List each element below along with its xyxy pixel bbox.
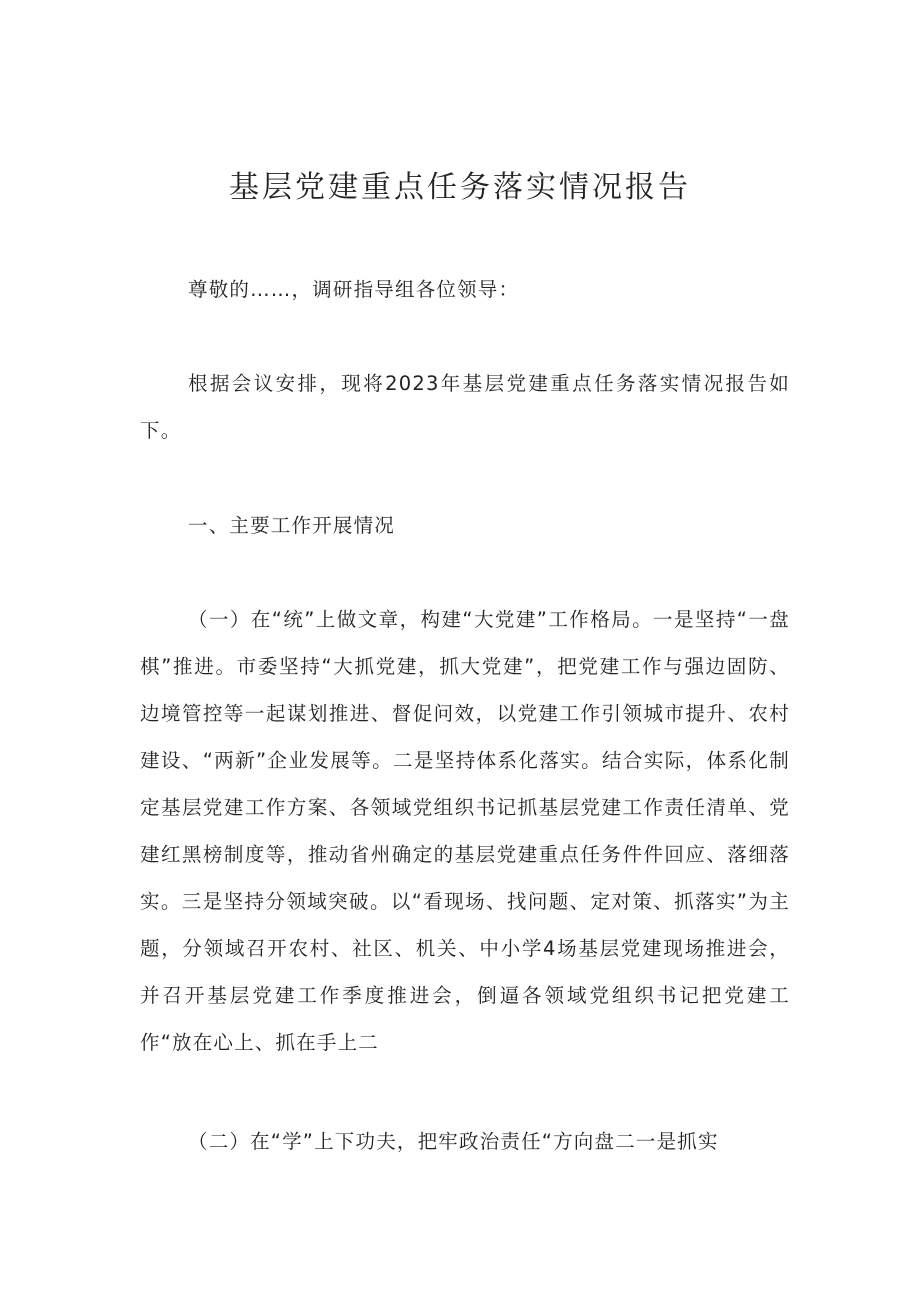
salutation-line: 尊敬的……，调研指导组各位领导： xyxy=(188,278,520,301)
body-paragraph-2: （二）在“学”上下功夫，把牢政治责任“方向盘二一是抓实 xyxy=(188,1130,719,1153)
intro-paragraph: 根据会议安排，现将2023年基层党建重点任务落实情况报告如下。 xyxy=(140,372,790,442)
section-heading-1: 一、主要工作开展情况 xyxy=(188,514,396,537)
document-title: 基层党建重点任务落实情况报告 xyxy=(229,170,691,206)
body-paragraph-1: （一）在“统”上做文章，构建“大党建”工作格局。一是坚持“一盘棋”推进。市委坚持“大抓党建，抓大党建”，把党建工作与强边固防、边境管控等一起谋划推进、督促问效，以党建工作引领城市提升、农村建设、“两新”企业发展等。二是坚持体系化落实。结合实际，体系化制定基层党建工作方案、各领域党组织书记抓基层党建工作责任清单、党建红黑榜制度等，推动省州确定的基层党建重点任务件件回应、落细落实。三是坚持分领域突破。以“看现场、找问题、定对策、抓落实”为主题，分领域召开农村、社区、机关、中小学4场基层党建现场推进会，并召开基层党建工作季度推进会，倒逼各领域党组织书记把党建工作“放在心上、抓在手上二 xyxy=(140,608,790,1054)
